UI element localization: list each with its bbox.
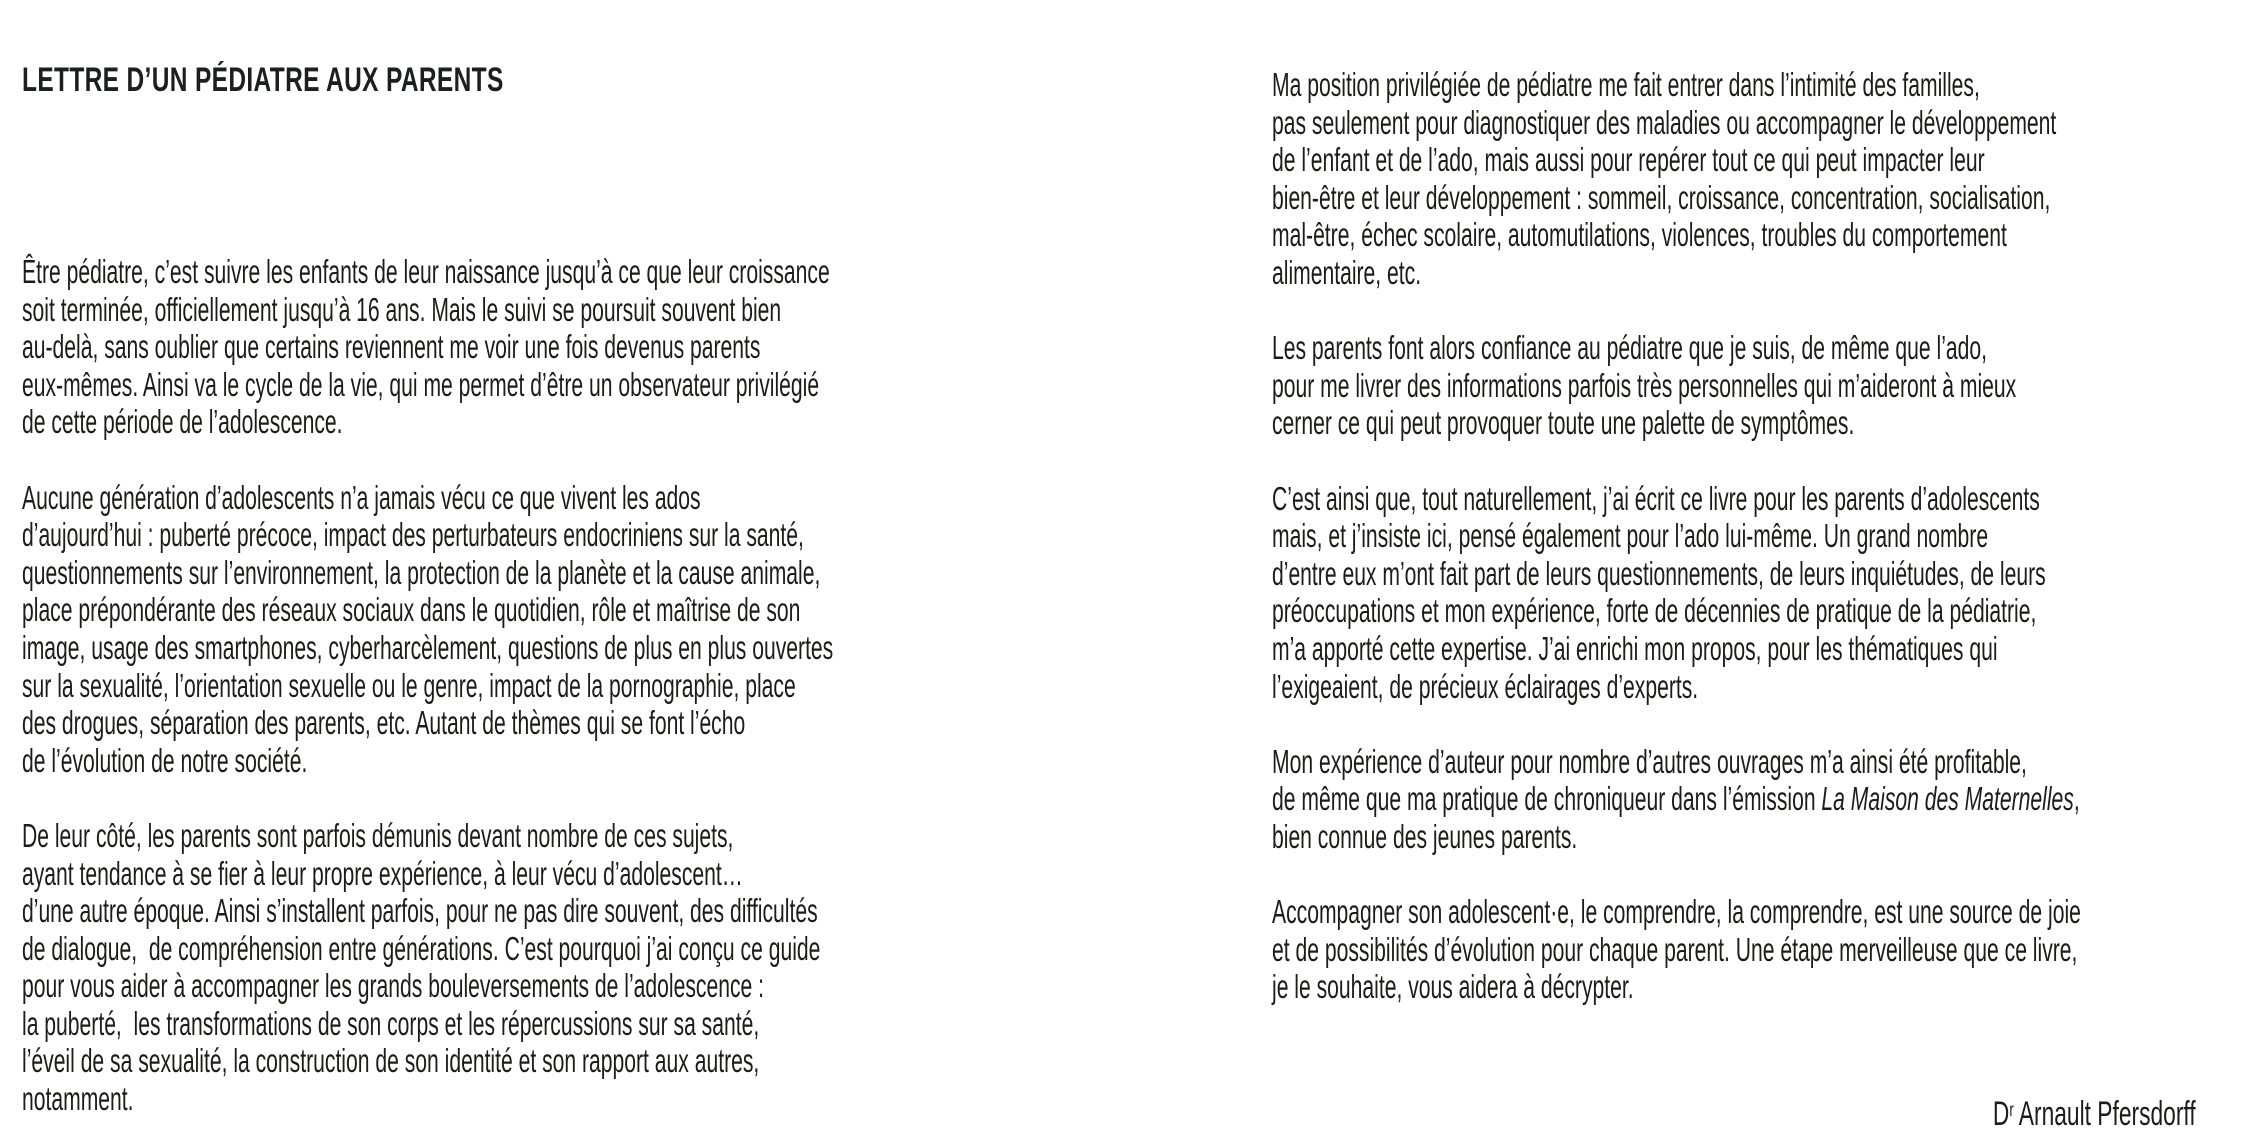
left-column bbox=[22, 253, 982, 1146]
paragraph: Les parents font alors confiance au pédiatre que je suis, de même que l’ado, pour me livrer des informations parfois très personnelles qui m’aideront à mieux cerner ce qui peut provoquer toute une palette de symptômes. bbox=[1272, 329, 2017, 442]
italic-show-title: La Maison des Maternelles bbox=[1821, 780, 2074, 818]
paragraph bbox=[1272, 743, 2200, 856]
signature-name: Arnault Pfersdorff bbox=[2014, 1095, 2196, 1133]
paragraph-text: , bien connue des jeunes parents. bbox=[1272, 780, 2080, 855]
signature-superscript: r bbox=[2009, 1099, 2015, 1122]
paragraph-text: Mon expérience d’auteur pour nombre d’autres ouvrages m’a ainsi été profitable, de même que ma pratique de chroniqueur dans l’émission bbox=[1272, 742, 2027, 818]
paragraph: Accompagner son adolescent·e, le comprendre, la comprendre, est une source de joie et de possibilités d’évolution pour chaque parent. Une étape merveilleuse que ce livre, je le souhaite, vous aidera à décrypter. bbox=[1272, 893, 2081, 1006]
paragraph: Aucune génération d’adolescents n’a jamais vécu ce que vivent les ados d’aujourd’hui : puberté précoce, impact des perturbateurs endocriniens sur la santé, questionnements sur l’environnement, la protection de la planète et la cause animale, place prépondérante des réseaux sociaux dans le quotidien, rôle et maîtrise de son image, usage des smartphones, cyberharcèlement, questions de plus en plus ouvertes sur la sexualité, l’orientation sexuelle ou le genre, impact de la pornographie, place des drogues, séparation des parents, etc. Autant de thèmes qui se font l’écho de l’évolution de notre société. bbox=[22, 478, 834, 779]
author-signature bbox=[1893, 1096, 2196, 1139]
paragraph: C’est ainsi que, tout naturellement, j’ai écrit ce livre pour les parents d’adolescents mais, et j’insiste ici, pensé également pour l’ado lui-même. Un grand nombre d’entre eux m’ont fait part de leurs questionnements, de leurs inquiétudes, de leurs préoccupations et mon expérience, forte de décennies de pratique de la pédiatrie, m’a apporté cette expertise. J’ai enrichi mon propos, pour les thématiques qui l’exigeaient, de précieux éclairages d’experts. bbox=[1272, 479, 2046, 705]
page-title bbox=[22, 60, 691, 101]
right-column bbox=[1272, 66, 2200, 1043]
author-signature-text bbox=[1993, 1096, 2196, 1139]
signature-prefix: D bbox=[1993, 1095, 2010, 1133]
paragraph: Ma position privilégiée de pédiatre me fait entrer dans l’intimité des familles, pas seulement pour diagnostiquer des maladies ou accompagner le développement de l’enfant et de l’ado, mais aussi pour repérer tout ce qui peut impacter leur bien-être et leur développement : sommeil, croissance, concentration, socialisation, mal-être, échec scolaire, automutilations, violences, troubles du comportement alimentaire, etc. bbox=[1272, 66, 2057, 291]
paragraph: Être pédiatre, c’est suivre les enfants de leur naissance jusqu’à ce que leur croissance soit terminée, officiellement jusqu’à 16 ans. Mais le suivi se poursuit souvent bien au-delà, sans oublier que certains reviennent me voir une fois devenus parents eux-mêmes. Ainsi va le cycle de la vie, qui me permet d’être un observateur privilégié de cette période de l’adolescence. bbox=[22, 253, 830, 441]
page-title-text: LETTRE D’UN PÉDIATRE AUX PARENTS bbox=[22, 61, 504, 99]
paragraph: De leur côté, les parents sont parfois démunis devant nombre de ces sujets, ayant tendance à se fier à leur propre expérience, à leur vécu d’adolescent… d’une autre époque. Ainsi s’installent parfois, pour ne pas dire souvent, des difficultés de dialogue, de compréhension entre générations. C’est pourquoi j’ai conçu ce guide pour vous aider à accompagner les grands bouleversements de l’adolescence : la puberté, les transformations de son corps et les répercussions sur sa santé, l’éveil de sa sexualité, la construction de son identité et son rapport aux autres, notamment. bbox=[22, 816, 821, 1118]
